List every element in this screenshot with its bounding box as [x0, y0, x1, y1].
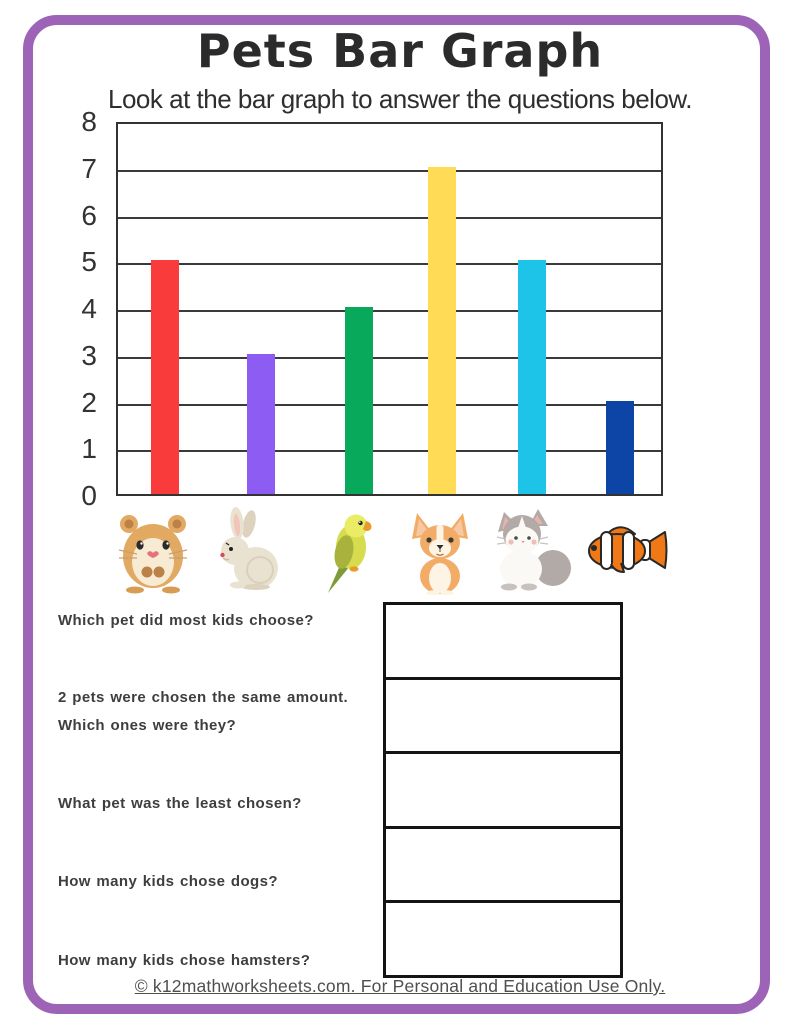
bar-hamster: [151, 260, 179, 494]
bar-dog: [428, 167, 456, 494]
question-line: 2 pets were chosen the same amount.: [58, 689, 349, 706]
question-line: Which pet did most kids choose?: [58, 612, 314, 629]
question-line: What pet was the least chosen?: [58, 795, 302, 812]
answer-box-1[interactable]: [386, 605, 620, 680]
y-axis-tick-label: 4: [81, 293, 97, 324]
rabbit-icon: [210, 507, 290, 598]
hamster-icon: [113, 510, 193, 599]
answer-box-3[interactable]: [386, 754, 620, 829]
answer-box-5[interactable]: [386, 903, 620, 975]
y-axis-tick-label: 6: [81, 199, 97, 231]
gridline: [118, 170, 661, 172]
y-axis-tick-label: 5: [81, 246, 97, 278]
y-axis-tick-label: 1: [81, 433, 97, 465]
question-line: Which ones were they?: [58, 717, 237, 734]
gridline: [118, 217, 661, 219]
question-line: How many kids chose dogs?: [58, 873, 278, 890]
footer-link[interactable]: © k12mathworksheets.com. For Personal and Education Use Only.: [134, 976, 666, 996]
y-axis-tick-label: 2: [81, 386, 97, 418]
fish-icon: [581, 519, 669, 588]
footer: [0, 976, 800, 997]
question-4: [58, 868, 388, 896]
question-3: [58, 790, 388, 818]
instructions-text: Look at the bar graph to answer the questions below.: [108, 84, 692, 114]
y-axis: [50, 106, 97, 511]
page-title: Pets Bar Graph: [196, 24, 604, 78]
gridline: [118, 263, 661, 265]
answer-box-column: [383, 602, 623, 978]
answer-box-4[interactable]: [386, 829, 620, 904]
bar-rabbit: [247, 354, 275, 494]
y-axis-tick-label: 8: [81, 106, 97, 137]
dog-icon: [400, 509, 480, 600]
cat-icon: [491, 507, 575, 598]
question-5: [58, 947, 388, 975]
bar-fish: [606, 401, 634, 495]
gridline: [118, 450, 661, 452]
answer-box-2[interactable]: [386, 680, 620, 755]
gridline: [118, 357, 661, 359]
parakeet-icon: [308, 509, 388, 600]
question-1: [58, 607, 388, 635]
y-axis-tick-label: 7: [81, 152, 97, 184]
bar-cat: [518, 260, 546, 494]
question-line: How many kids chose hamsters?: [58, 952, 311, 969]
gridline: [118, 404, 661, 406]
x-axis-animal-labels: [0, 507, 800, 595]
question-2: [58, 684, 388, 740]
bar-parakeet: [345, 307, 373, 494]
bar-chart: [116, 122, 663, 496]
gridline: [118, 310, 661, 312]
y-axis-tick-label: 3: [81, 339, 97, 371]
y-axis-tick-label: 0: [81, 480, 97, 511]
